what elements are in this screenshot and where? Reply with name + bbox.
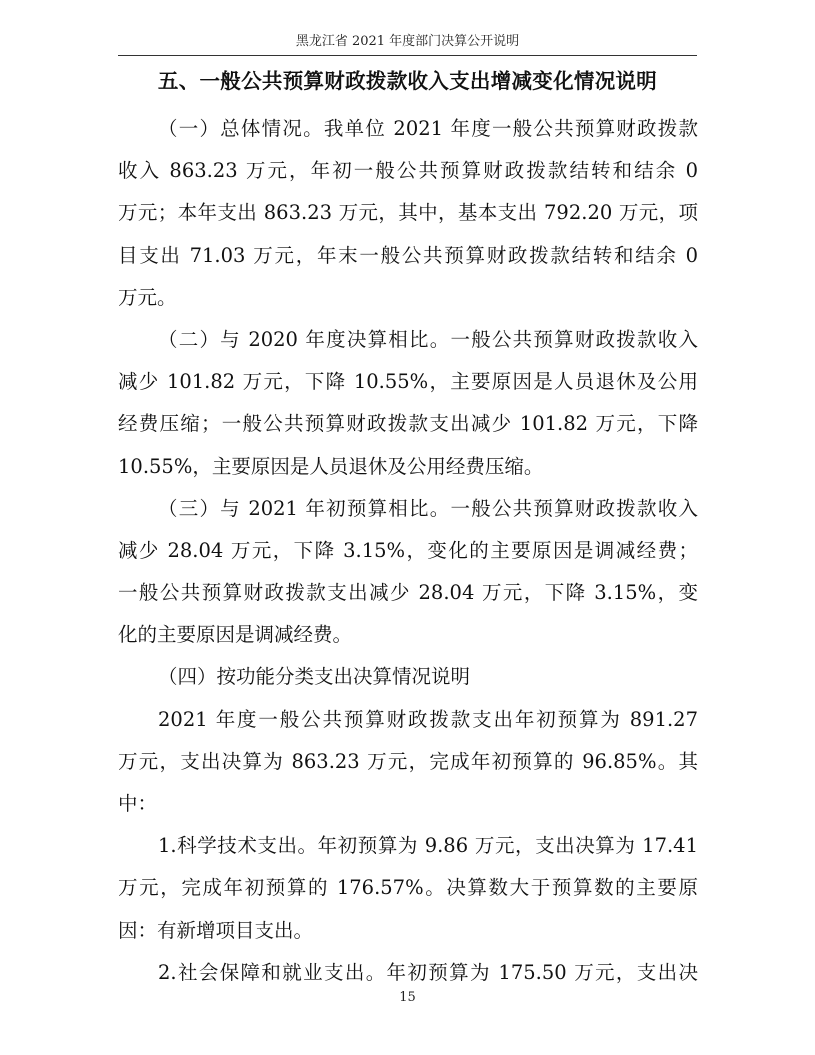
- paragraph-1-line-3: 万元；本年支出 863.23 万元，其中，基本支出 792.20 万元，项: [118, 201, 698, 225]
- paragraph-7-line-1: 2.社会保障和就业支出。年初预算为 175.50 万元，支出决: [158, 960, 698, 984]
- paragraph-5-line-3: 中：: [118, 792, 158, 815]
- paragraph-2-line-3: 经费压缩；一般公共预算财政拨款支出减少 101.82 万元，下降: [118, 412, 698, 436]
- paragraph-3-line-1: （三）与 2021 年初预算相比。一般公共预算财政拨款收入: [158, 496, 698, 520]
- document-body: [118, 108, 698, 994]
- header-rule: [118, 55, 697, 56]
- subheading-functional-classification: （四）按功能分类支出决算情况说明: [158, 665, 471, 689]
- paragraph-2-line-2: 减少 101.82 万元，下降 10.55%，主要原因是人员退休及公用: [118, 370, 698, 394]
- paragraph-1-line-2: 收入 863.23 万元，年初一般公共预算财政拨款结转和结余 0: [118, 159, 698, 183]
- paragraph-5-line-2: 万元，支出决算为 863.23 万元，完成年初预算的 96.85%。其: [118, 749, 698, 773]
- paragraph-6-line-2: 万元，完成年初预算的 176.57%。决算数大于预算数的主要原: [118, 876, 698, 900]
- paragraph-2-line-1: （二）与 2020 年度决算相比。一般公共预算财政拨款收入: [158, 327, 698, 351]
- paragraph-3-line-3: 一般公共预算财政拨款支出减少 28.04 万元，下降 3.15%，变: [118, 581, 698, 605]
- paragraph-1-line-4: 目支出 71.03 万元，年末一般公共预算财政拨款结转和结余 0: [118, 243, 698, 267]
- paragraph-1-line-1: （一）总体情况。我单位 2021 年度一般公共预算财政拨款: [158, 117, 698, 140]
- paragraph-6-line-3: 因：有新增项目支出。: [118, 918, 314, 942]
- paragraph-6-line-1: 1.科学技术支出。年初预算为 9.86 万元，支出决算为 17.41: [158, 834, 698, 858]
- paragraph-1-line-5: 万元。: [118, 285, 177, 309]
- section-title: 五、一般公共预算财政拨款收入支出增减变化情况说明: [157, 69, 658, 93]
- paragraph-3-line-4: 化的主要原因是调减经费。: [118, 623, 353, 647]
- paragraph-2-line-4: 10.55%，主要原因是人员退休及公用经费压缩。: [118, 454, 544, 478]
- running-header: 黑龙江省 2021 年度部门决算公开说明: [295, 34, 520, 49]
- paragraph-5-line-1: 2021 年度一般公共预算财政拨款支出年初预算为 891.27: [158, 707, 698, 731]
- page-number: 15: [399, 990, 416, 1005]
- paragraph-3-line-2: 减少 28.04 万元，下降 3.15%，变化的主要原因是调减经费；: [118, 538, 698, 562]
